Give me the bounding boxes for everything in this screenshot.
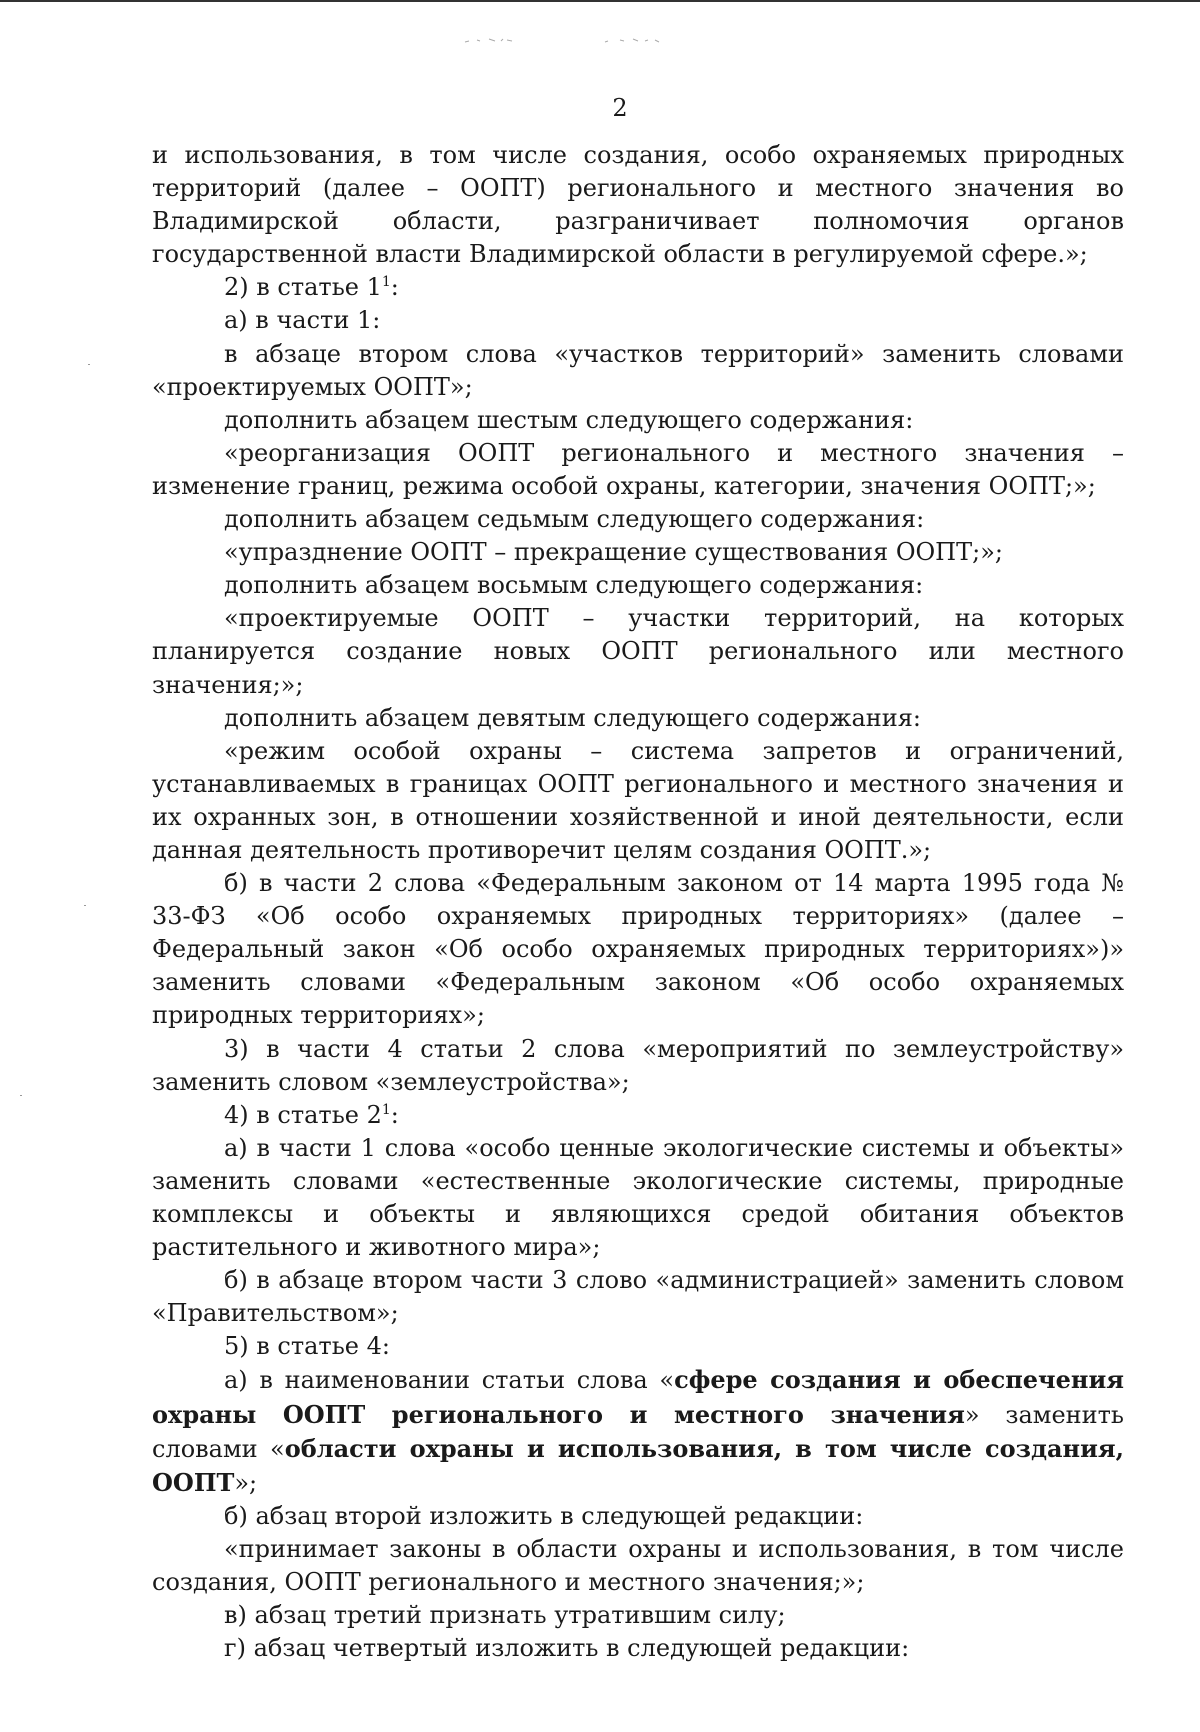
paragraph: «реорганизация ООПТ регионального и местного значения – изменение границ, режима особой охраны, категории, значения ООПТ;»; xyxy=(152,438,1124,500)
paragraph: «упразднение ООПТ – прекращение существования ООПТ;»; xyxy=(224,538,1003,567)
margin-speck xyxy=(84,905,86,906)
bold-text: области охраны и использования, в том числе создания, ООПТ xyxy=(152,1433,1124,1497)
paragraph-text: » заменить словами « xyxy=(152,1400,1124,1463)
paragraph: б) абзац второй изложить в следующей редакции: xyxy=(224,1501,864,1530)
superscript: 1 xyxy=(381,1101,391,1118)
paragraph-text: »; xyxy=(234,1468,258,1497)
paragraph-with-bold xyxy=(152,1363,1124,1499)
superscript: 1 xyxy=(381,274,391,291)
paragraph: «принимает законы в области охраны и использования, в том числе создания, ООПТ регионального и местного значения;»; xyxy=(152,1534,1124,1597)
bold-text: сфере создания и обеспечения охраны ООПТ регионального и местного значения xyxy=(152,1365,1124,1429)
paragraph: «режим особой охраны – система запретов и ограничений, устанавливаемых в границах ООПТ регионального и местного значения и их охранных зон, в отношении хозяйственной и иной деятельности, если данная деятельность противоречит целям создания ООПТ.»; xyxy=(152,736,1124,864)
paragraph-text: 2) в статье 1 xyxy=(224,273,382,302)
page-number: 2 xyxy=(612,94,628,122)
paragraph-article-amendment xyxy=(152,271,1124,304)
document-body xyxy=(152,139,1124,1665)
paragraph: дополнить абзацем восьмым следующего содержания: xyxy=(224,571,924,600)
paragraph: в) абзац третий признать утратившим силу; xyxy=(224,1601,786,1630)
paragraph-text: 4) в статье 2 xyxy=(224,1100,382,1129)
paragraph: «проектируемые ООПТ – участки территорий, на которых планируется создание новых ООПТ регионального или местного значения;»; xyxy=(152,604,1124,699)
paragraph-text: а) в наименовании статьи слова « xyxy=(224,1366,675,1395)
paragraph-text: : xyxy=(390,1100,399,1129)
margin-speck xyxy=(88,364,90,365)
paragraph: дополнить абзацем девятым следующего содержания: xyxy=(224,703,921,732)
scan-artifact xyxy=(455,30,715,50)
paragraph: а) в части 1: xyxy=(224,306,381,335)
paragraph: и использования, в том числе создания, особо охраняемых природных территорий (далее – ООПТ) регионального и местного значения во Владимирской области, разграничивает полномочия органов государственной власти Владимирской области в регулируемой сфере.»; xyxy=(152,141,1124,269)
paragraph: 5) в статье 4: xyxy=(224,1332,390,1361)
paragraph: в абзаце втором слова «участков территорий» заменить словами «проектируемых ООПТ»; xyxy=(152,339,1124,401)
paragraph-article-amendment xyxy=(152,1099,1124,1132)
paragraph: б) в абзаце втором части 3 слово «администрацией» заменить словом «Правительством»; xyxy=(152,1266,1124,1328)
paragraph: а) в части 1 слова «особо ценные экологические системы и объекты» заменить словами «естественные экологические системы, природные комплексы и объекты и являющихся средой обитания объектов растительного и животного мира»; xyxy=(152,1133,1124,1262)
paragraph: г) абзац четвертый изложить в следующей редакции: xyxy=(224,1634,910,1663)
paragraph: 3) в части 4 статьи 2 слова «мероприятий по землеустройству» заменить словом «землеустройства»; xyxy=(152,1034,1124,1096)
paragraph: б) в части 2 слова «Федеральным законом от 14 марта 1995 года № 33-ФЗ «Об особо охраняемых природных территориях» (далее – Федеральный закон «Об особо охраняемых природных территориях»)» заменить словами «Федеральным законом «Об особо охраняемых природных территориях»; xyxy=(152,869,1124,1030)
paragraph: дополнить абзацем седьмым следующего содержания: xyxy=(224,505,925,534)
paragraph-text: : xyxy=(390,273,399,302)
margin-speck xyxy=(20,1095,22,1096)
page-top-edge xyxy=(0,0,1200,2)
paragraph: дополнить абзацем шестым следующего содержания: xyxy=(224,405,914,434)
